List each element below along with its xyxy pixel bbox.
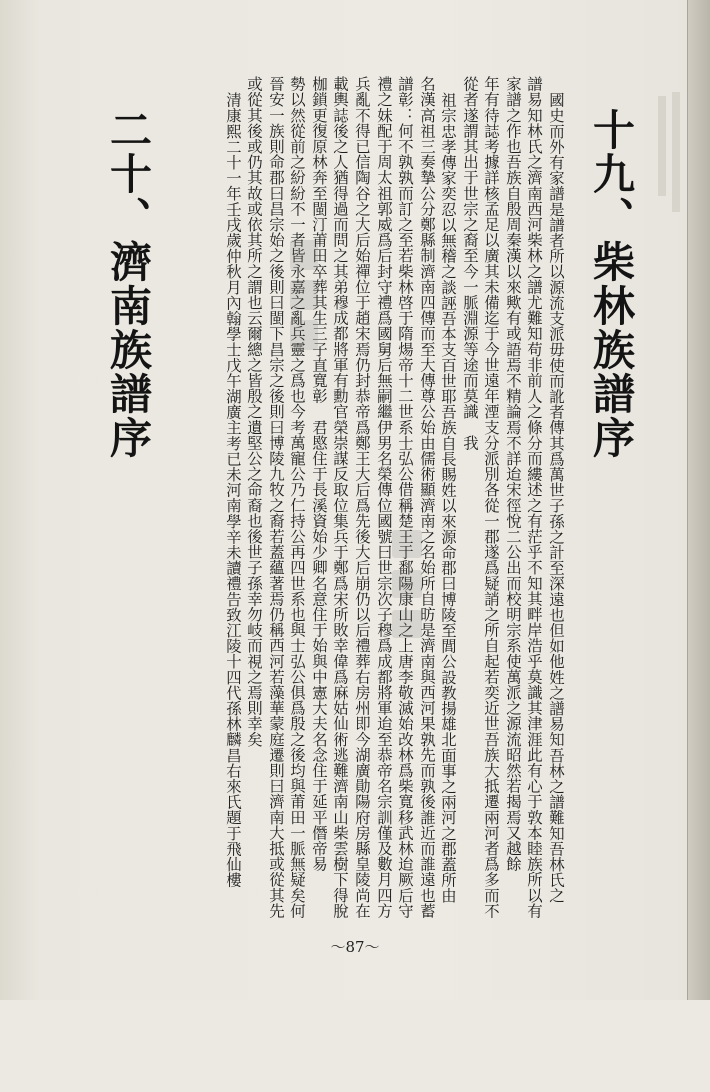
- text-column: 兵亂不得已信陶谷之大后始禪位于趙宋焉仍封恭帝爲鄭王大后爲先後大后崩仍以后禮葬右房州即今湖廣勛陽府房縣皇陵尚在: [353, 76, 371, 919]
- text-column: 晉安一族則命郡曰昌宗始之後則曰閩下昌宗之後則曰博陵九牧之裔若蓋蘊著焉仍稱西河若藻華蒙庭遷則曰濟南大抵或從其先: [267, 76, 285, 919]
- text-column: 名漢高祖三奏摯公分鄭縣制濟南四傳而至大傳尊公始由儒術顯濟南之名始所自昉是濟南與西河果孰先而孰後誰近而誰遠也蓄: [418, 76, 436, 919]
- text-column: 勢以然從前之紛紛不一者皆永嘉之亂兵靈之爲也今考萬寵公乃仁持公再四世系也與士弘公俱爲殷之後均與莆田一脈無疑矣何: [288, 76, 306, 919]
- text-column: 從者遂謂其出于世宗之裔至今一脈淵源等途而莫識 我: [461, 76, 479, 451]
- text-column: 禮之妹配于周太祖郭威爲后封守禮爲國舅后無嗣繼伊男名榮傳位國號曰世宗次子穆爲成都將軍迨至恭帝名宗訓僅及數月四方: [375, 76, 393, 919]
- text-column: 年有待誌考據詳核孟足以廣其未備迄于今世遠年湮支分派別各從一郡遂爲疑誚之所自起若奕近世吾族大抵遷兩河者爲多而不: [482, 76, 500, 919]
- text-column: 家譜之作也吾族自殷周秦漢以來歟有或語焉不精論焉不詳迨宋徑悅二公出而校明宗系使萬派之源流昭然若揭焉又越餘: [504, 76, 522, 872]
- text-column: 譜易知林氏之濟南西河柴林之譜尤難知苟非前人之條分而縷述之有茫乎不知其畔岸浩乎莫識其津涯此有心于敦本睦族所以有: [525, 76, 543, 919]
- text-column: 國史而外有家譜是譜者所以源流支派毋使而訛者傳其爲萬世子孫之計至深遠也但如他姓之譜易知吾林之譜難知吾林氏之: [547, 92, 565, 904]
- bleed-through-mark: [658, 96, 666, 196]
- section-title-20: 二十、濟南族譜序: [104, 108, 153, 460]
- text-column: 譜彰：何不孰孰而訂之至若柴林啓于隋煬帝十二世系士弘公借稱楚王于鄱陽康山之上唐李敬滅始改林爲柴寬移武林迨厥后守: [396, 76, 414, 919]
- page-number: ～87～: [330, 938, 380, 956]
- text-column: 祖宗忠孝傳家奕忍以無稽之談誣吾本支百世耶吾族自長賜姓以來源命郡曰博陵至閭公設教揚雄北面事之兩河之郡蓋所由: [439, 92, 457, 904]
- bleed-through-mark: [672, 92, 680, 212]
- text-column: 枷鎖更復原林奔至閩汀莆田卒葬其生三子直寬彰 君愍住于長溪資始少卿名意住于始與中憲大夫名念住于延平僭帝易: [310, 76, 328, 872]
- text-column: 清康熙二十一年壬戌歲仲秋月內翰學士戊午湖廣主考已未河南學辛未讀禮告致江陵十四代孫林麟昌右來氏題于飛仙樓: [224, 92, 242, 888]
- page-edge: [687, 0, 710, 1000]
- text-column: 或從其後或仍其故或依其所之謂也云爾總之皆殷之遺堅公之命裔也後世子孫幸勿岐而視之焉則幸矣: [245, 76, 263, 747]
- text-column: 載輿誌後之人猶得過而問之其弟穆成都將軍有勳官榮崇謀反取位集兵于鄭爲宋所敗幸偉爲麻姑仙術逃難濟南山柴雲樹下得脫: [331, 76, 349, 919]
- section-title-19: 十九、柴林族譜序: [587, 108, 636, 460]
